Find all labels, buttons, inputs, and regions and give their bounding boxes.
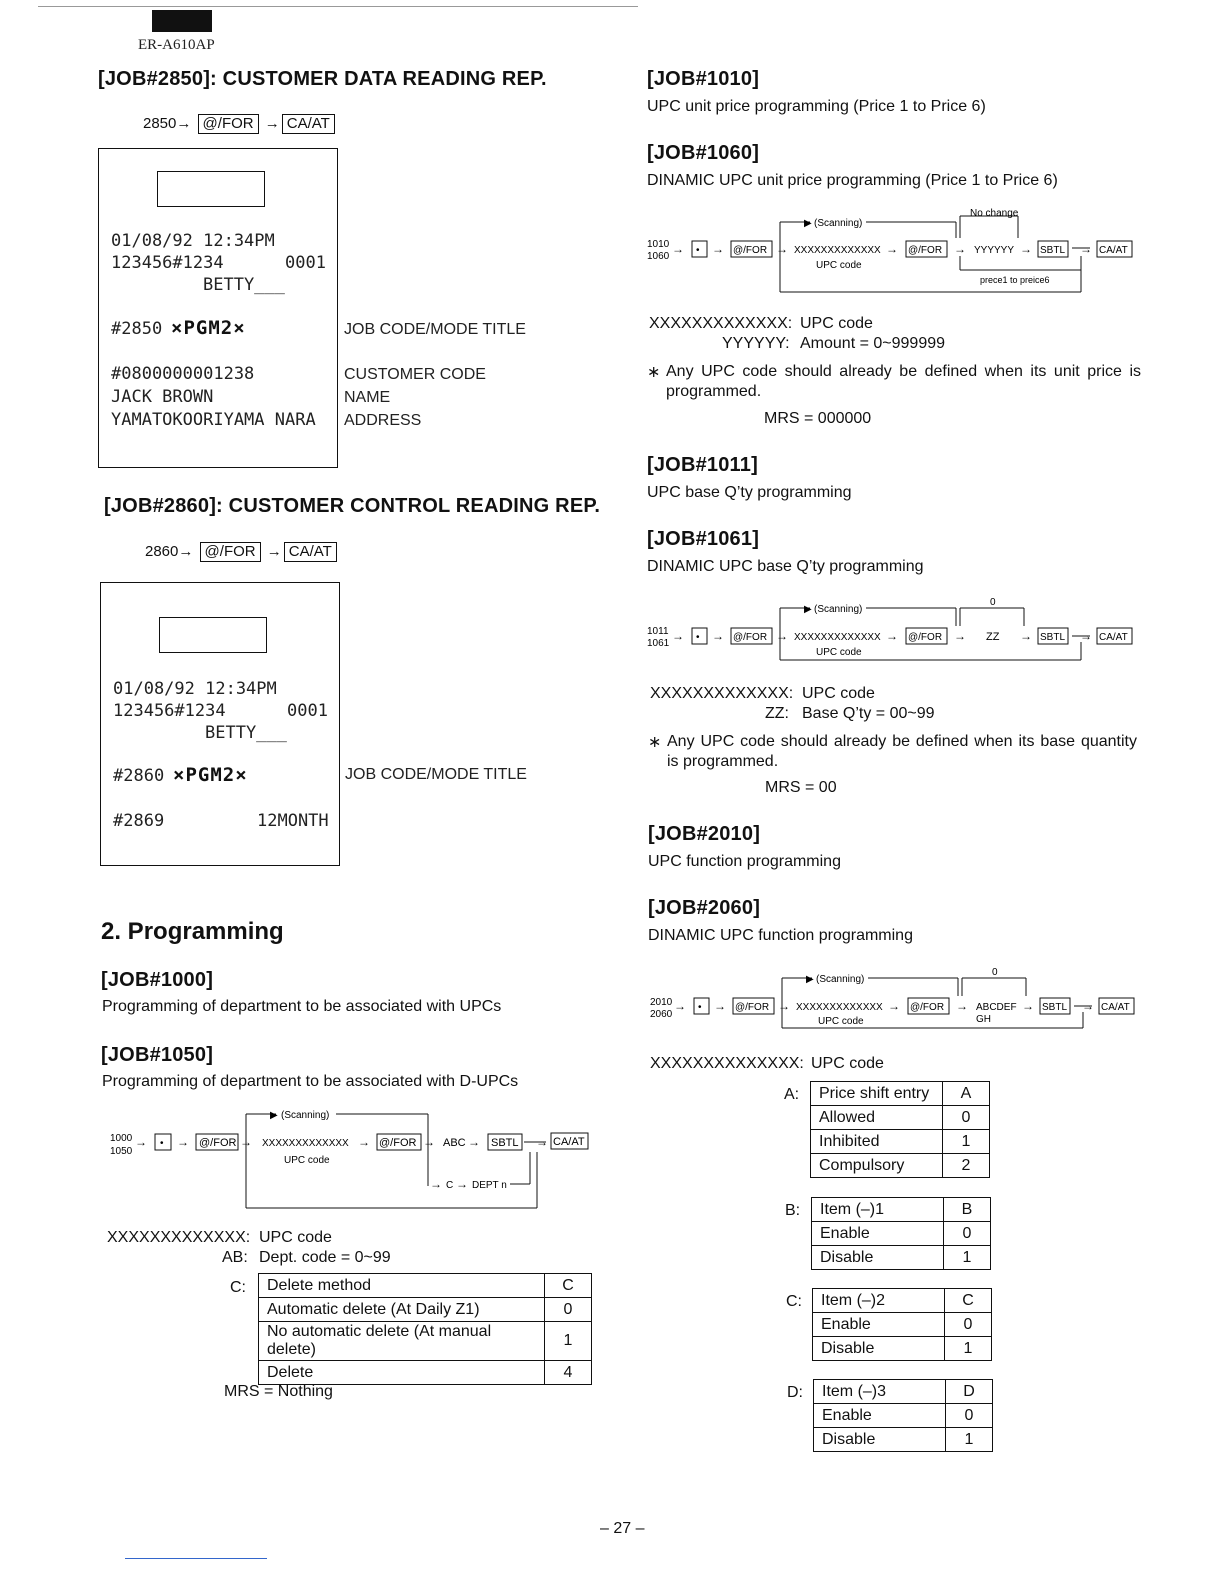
receipt-register: 123456#1234 [113,701,226,721]
receipt-register: 123456#1234 [111,253,224,273]
arrow-icon: → [714,999,726,1013]
job1061-title: [JOB#1061] [647,528,760,550]
label-customer-code: CUSTOMER CODE [344,366,486,383]
job1010-title: [JOB#1010] [647,68,760,90]
table-cell: Item (–)1 [812,1198,944,1222]
flow-diagram-1011 [640,592,1140,672]
table-cell: Item (–)2 [813,1289,945,1313]
table-cell: 1 [545,1322,592,1361]
table-cell: Disable [813,1337,945,1361]
dept-n-label: DEPT n [472,1180,507,1191]
arrow-icon: → [358,1135,370,1149]
gh-label: GH [976,1014,991,1025]
legend-ab-value: Dept. code = 0~99 [259,1249,391,1266]
receipt-job-line: #2850 [111,319,163,339]
table-cell: 1 [944,1246,991,1270]
arrow-icon: → [954,629,966,643]
table-cell: D [946,1380,993,1404]
zero-label: 0 [992,967,998,978]
code-bottom: 1060 [647,251,670,262]
table-cell: Enable [812,1222,944,1246]
code-top: 2010 [650,997,673,1008]
arrow-icon: → [712,242,724,256]
arrow-icon: → [135,1135,147,1149]
table-a-label: A: [784,1086,800,1103]
note-star-icon: ∗ [648,734,662,751]
job2860-title: [JOB#2860]: CUSTOMER CONTROL READING REP. [104,495,601,517]
table-row [811,1106,990,1130]
arrow-icon: → [240,1135,252,1149]
arrow-icon: → [264,115,280,132]
key-caat: CA/AT [284,542,337,562]
receipt-control-code: #2869 [113,811,165,831]
table-row [259,1322,592,1361]
table-row [813,1313,992,1337]
code-bottom: 1061 [647,638,670,649]
arrow-icon: → [672,629,684,643]
table-cell: Disable [814,1428,946,1452]
key-for: @/FOR [379,1137,417,1149]
scanning-label: (Scanning) [814,218,863,229]
price-shift-table [810,1081,990,1178]
receipt-mode-title: ×PGM2× [173,764,248,786]
arrow-icon: → [1020,242,1032,256]
arrow-icon: → [778,999,790,1013]
code-top: 1010 [647,239,670,250]
code-top: 1011 [647,626,669,637]
top-rule [38,6,638,7]
job1011-desc: UPC base Q’ty programming [647,484,852,501]
receipt-2860 [100,582,340,866]
dot-key: • [696,245,700,256]
arrow-icon: → [430,1177,442,1191]
table-row [811,1154,990,1178]
legend-upc-label: XXXXXXXXXXXXX: [107,1229,251,1246]
receipt-logo-box [157,171,265,207]
receipt-counter: 0001 [287,701,328,721]
table-row [812,1246,991,1270]
table-cell: A [943,1082,990,1106]
job1060-desc: DINAMIC UPC unit price programming (Price 1 to Price 6) [647,172,1058,189]
job1010-desc: UPC unit price programming (Price 1 to Price 6) [647,98,986,115]
job1000-title: [JOB#1000] [101,969,214,991]
y-label: YYYYYY [974,245,1015,256]
receipt-logo-box [159,617,267,653]
receipt-name: JACK BROWN [111,387,214,407]
arrow-icon: → [266,543,282,560]
bottom-rule [125,1558,267,1559]
legend1-upc-value: UPC code [800,315,873,332]
section-heading: 2. Programming [101,918,284,945]
job1061-desc: DINAMIC UPC base Q’ty programming [647,558,924,575]
key-for: @/FOR [199,1137,237,1149]
receipt-customer-code: #0800000001238 [111,364,255,384]
legend2-zz-label: ZZ: [765,705,789,722]
page-number: – 27 – [600,1520,645,1537]
key-for: @/FOR [735,1002,770,1013]
receipt-job-line: #2860 [113,766,165,786]
zero-label: 0 [990,597,996,608]
label-name: NAME [344,389,391,406]
table-cell: 1 [946,1428,993,1452]
upc-x: XXXXXXXXXXXXX [794,632,881,643]
table-row [259,1274,592,1298]
table-cell: Disable [812,1246,944,1270]
key-caat: CA/AT [1099,632,1128,643]
table-cell: Enable [813,1313,945,1337]
receipt-datetime: 01/08/92 12:34PM [113,679,277,699]
table-c-label: C: [786,1293,802,1310]
table-row [813,1337,992,1361]
table-cell: Price shift entry [811,1082,943,1106]
mrs-left: MRS = Nothing [224,1383,333,1400]
job2850-sequence [143,114,337,134]
job1050-desc: Programming of department to be associated with D-UPCs [102,1073,519,1090]
table-row [259,1361,592,1385]
legend-ab-label: AB: [222,1249,248,1266]
table-cell: B [944,1198,991,1222]
upc-code-label: UPC code [816,260,862,271]
arrow-icon: → [886,629,898,643]
receipt-address: YAMATOKOORIYAMA NARA [111,410,316,430]
table-cell: 2 [943,1154,990,1178]
arrow-icon: → [177,1135,189,1149]
arrow-icon: → [776,242,788,256]
arrow-icon: → [674,999,686,1013]
no-change-label: No change [970,208,1019,219]
receipt-clerk: BETTY___ [203,275,285,295]
arrow-icon: → [423,1135,435,1149]
table-row [814,1380,993,1404]
receipt-mode-title: ×PGM2× [171,317,246,339]
table-cell: 1 [945,1337,992,1361]
label-job-mode: JOB CODE/MODE TITLE [344,321,526,338]
table-cell: 0 [946,1404,993,1428]
key-for: @/FOR [733,632,768,643]
legend1-y-label: YYYYYY: [722,335,790,352]
model-label: ER-A610AP [138,37,215,53]
legend2-zz-value: Base Q’ty = 00~99 [802,705,935,722]
key-sbtl: SBTL [1040,632,1066,643]
legend-c-label: C: [230,1279,246,1296]
price-note: prece1 to preice6 [980,275,1050,285]
job2060-title: [JOB#2060] [648,897,761,919]
upc-x: XXXXXXXXXXXXX [796,1002,883,1013]
arrow-icon: → [1080,242,1092,256]
flow-diagram-1000 [100,1100,600,1215]
mrs-1011: MRS = 00 [765,779,837,796]
receipt-counter: 0001 [285,253,326,273]
legend2-upc-label: XXXXXXXXXXXXX: [650,685,794,702]
scanning-label: (Scanning) [816,974,865,985]
arrow-icon: → [886,242,898,256]
arrow-icon: ▶ [806,974,814,985]
delete-method-table [258,1273,592,1385]
legend3-upc-value: UPC code [811,1055,884,1072]
receipt-control-value: 12MONTH [257,811,329,831]
arrow-icon: → [776,629,788,643]
arrow-icon: → [888,999,900,1013]
key-for: @/FOR [198,114,259,134]
key-sbtl: SBTL [1042,1002,1068,1013]
job2010-desc: UPC function programming [648,853,841,870]
table-cell: 0 [545,1298,592,1322]
upc-code-label: UPC code [818,1016,864,1027]
table-cell: Delete [259,1361,545,1385]
receipt-2850 [98,148,338,468]
job1060-title: [JOB#1060] [647,142,760,164]
job2010-title: [JOB#2010] [648,823,761,845]
arrow-icon: → [468,1135,480,1149]
job2850-title: [JOB#2850]: CUSTOMER DATA READING REP. [98,68,547,90]
upc-code-label: UPC code [284,1155,330,1166]
key-for: @/FOR [910,1002,945,1013]
abcdef-label: ABCDEF [976,1002,1017,1013]
legend3-upc-label: XXXXXXXXXXXXXX: [650,1055,804,1072]
table-cell: Automatic delete (At Daily Z1) [259,1298,545,1322]
legend2-note: Any UPC code should already be defined when its base quantity is programmed. [667,733,1137,770]
job1011-title: [JOB#1011] [647,454,758,476]
label-address: ADDRESS [344,412,422,429]
scanning-label: (Scanning) [814,604,863,615]
seq-number: 2850 [143,115,177,132]
item-1-table [811,1197,991,1270]
job1000-desc: Programming of department to be associated with UPCs [102,998,502,1015]
arrow-icon: → [176,115,192,132]
key-caat: CA/AT [1099,245,1128,256]
table-d-label: D: [787,1384,803,1401]
arrow-icon: ▶ [270,1110,278,1121]
table-cell: Allowed [811,1106,943,1130]
header-black-bar [152,10,212,32]
table-b-label: B: [785,1202,801,1219]
zz-label: ZZ [986,631,1000,643]
legend1-note: Any UPC code should already be defined when its unit price is programmed. [666,363,1141,400]
arrow-icon: → [712,629,724,643]
seq-number: 2860 [145,543,179,560]
dot-key: • [698,1002,702,1013]
table-row [811,1082,990,1106]
table-cell: C [545,1274,592,1298]
key-caat: CA/AT [1101,1002,1130,1013]
table-row [814,1404,993,1428]
flow-diagram-2010 [642,962,1142,1042]
arrow-icon: ▶ [804,218,812,229]
upc-x: XXXXXXXXXXXXX [794,245,881,256]
table-cell: 1 [943,1130,990,1154]
key-caat: CA/AT [282,114,335,134]
c-label: C [446,1180,454,1191]
job2860-sequence [145,542,339,562]
key-for: @/FOR [908,632,943,643]
legend1-upc-label: XXXXXXXXXXXXX: [649,315,793,332]
label-job-mode-2860: JOB CODE/MODE TITLE [345,766,527,783]
dot-key: • [696,632,700,643]
receipt-clerk: BETTY___ [205,723,287,743]
arrow-icon: → [1080,629,1092,643]
key-for: @/FOR [908,245,943,256]
key-caat: CA/AT [553,1136,585,1148]
legend2-upc-value: UPC code [802,685,875,702]
legend1-y-value: Amount = 0~999999 [800,335,946,352]
arrow-icon: ▶ [804,604,812,615]
table-cell: 4 [545,1361,592,1385]
item-3-table [813,1379,993,1452]
abc-label: ABC [443,1137,466,1149]
key-for: @/FOR [733,245,768,256]
table-cell: 0 [943,1106,990,1130]
table-cell: Delete method [259,1274,545,1298]
item-2-table [812,1288,992,1361]
table-row [259,1298,592,1322]
table-row [812,1198,991,1222]
arrow-icon: → [956,999,968,1013]
dot-key: • [160,1138,164,1149]
table-cell: C [945,1289,992,1313]
table-cell: Inhibited [811,1130,943,1154]
legend-upc-value: UPC code [259,1229,332,1246]
receipt-datetime: 01/08/92 12:34PM [111,231,275,251]
note-star-icon: ∗ [647,364,661,381]
table-row [814,1428,993,1452]
key-sbtl: SBTL [1040,245,1066,256]
upc-x: XXXXXXXXXXXXX [262,1138,349,1149]
arrow-icon: → [536,1135,548,1149]
table-cell: 0 [945,1313,992,1337]
table-row [811,1130,990,1154]
arrow-icon: → [1020,629,1032,643]
table-cell: Item (–)3 [814,1380,946,1404]
arrow-icon: → [178,543,194,560]
mrs-1010: MRS = 000000 [764,410,872,427]
arrow-icon: → [672,242,684,256]
arrow-icon: → [1082,999,1094,1013]
arrow-icon: → [456,1177,468,1191]
table-cell: 0 [944,1222,991,1246]
upc-code-label: UPC code [816,647,862,658]
table-cell: Enable [814,1404,946,1428]
job2060-desc: DINAMIC UPC function programming [648,927,913,944]
table-cell: No automatic delete (At manual delete) [259,1322,545,1361]
code-top: 1000 [110,1133,133,1144]
key-sbtl: SBTL [491,1137,519,1149]
arrow-icon: → [954,242,966,256]
table-row [813,1289,992,1313]
scanning-label: (Scanning) [281,1110,330,1121]
code-bottom: 2060 [650,1009,673,1020]
code-bottom: 1050 [110,1146,133,1157]
flow-diagram-1010 [640,200,1140,300]
arrow-icon: → [1022,999,1034,1013]
table-row [812,1222,991,1246]
table-cell: Compulsory [811,1154,943,1178]
key-for: @/FOR [200,542,261,562]
job1050-title: [JOB#1050] [101,1044,214,1066]
